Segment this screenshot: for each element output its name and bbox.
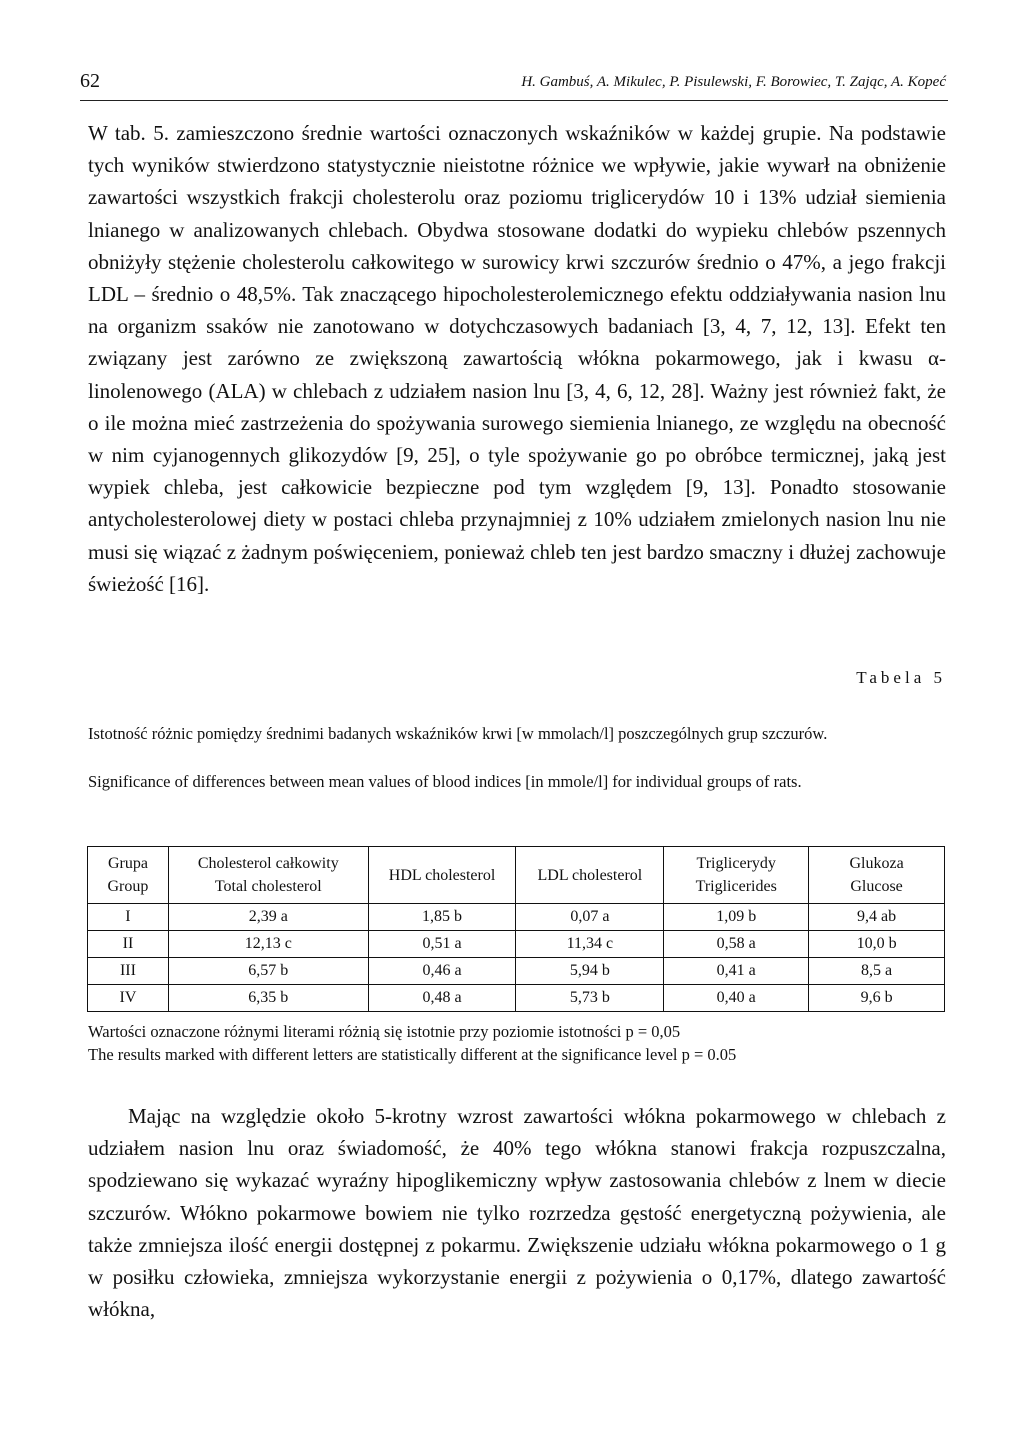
table-cell: 5,94 b <box>516 958 664 985</box>
table-cell: IV <box>88 985 169 1012</box>
body-paragraph-2: Mając na względzie około 5-krotny wzrost zawartości włókna pokarmowego w chlebach z udziałem nasion lnu oraz świadomość, że 40% tego włókna stanowi frakcja rozpuszczalna, spodziewano się wykazać wyraźny hipoglikemiczny wpływ zastosowania chlebów z lnem w diecie szczurów. Włókno pokarmowe bowiem nie tylko rozrzedza gęstość energetyczną pożywienia, ale także zmniejsza ilość energii dostępnej z pokarmu. Zwiększenie udziału włókna pokarmowego o 1 g w posiłku człowieka, zmniejsza wykorzystanie energii z pożywienia o 0,17%, dlatego zawartość włókna, <box>88 1104 946 1322</box>
table-cell: 0,48 a <box>368 985 516 1012</box>
table-caption-en: Significance of differences between mean values of blood indices [in mmole/l] for individual groups of rats. <box>88 772 802 791</box>
table-row <box>88 958 945 985</box>
table-cell: III <box>88 958 169 985</box>
table-header-cell <box>664 847 809 904</box>
table-cell: II <box>88 931 169 958</box>
table-cell: 9,6 b <box>809 985 945 1012</box>
page-header <box>80 70 948 101</box>
table-cell: 0,46 a <box>368 958 516 985</box>
running-head-authors: H. Gambuś, A. Mikulec, P. Pisulewski, F. Borowiec, T. Zając, A. Kopeć <box>521 74 946 90</box>
table-note-en: The results marked with different letters are statistically different at the significance level p = 0.05 <box>88 1045 737 1064</box>
table-header-text: Total cholesterol <box>214 878 322 895</box>
table-header-text: Glukoza <box>849 855 904 872</box>
table-header-text: Glucose <box>850 878 903 895</box>
table-header-text: Triglicerydy <box>696 855 776 872</box>
table-header-cell <box>168 847 368 904</box>
blood-indices-table <box>87 846 945 1012</box>
table-row <box>88 931 945 958</box>
table-header-cell <box>809 847 945 904</box>
table-note-pl: Wartości oznaczone różnymi literami różnią się istotnie przy poziomie istotności p = 0,05 <box>88 1022 681 1041</box>
table-body <box>88 904 945 1012</box>
table-cell: 6,57 b <box>168 958 368 985</box>
table-header-cell <box>88 847 169 904</box>
table-cell: 2,39 a <box>168 904 368 931</box>
table-cell: 1,09 b <box>664 904 809 931</box>
table-header-text: Cholesterol całkowity <box>197 855 339 872</box>
table-cell: 8,5 a <box>809 958 945 985</box>
page-number: 62 <box>80 70 100 92</box>
table-cell: 12,13 c <box>168 931 368 958</box>
table-header-text: LDL cholesterol <box>537 866 643 884</box>
body-paragraph-1: W tab. 5. zamieszczono średnie wartości oznaczonych wskaźników w każdej grupie. Na podstawie tych wyników stwierdzono statystycznie nieistotne różnice we wpływie, jakie wywarł na obniżenie zawartości wszystkich frakcji cholesterolu oraz poziomu triglicerydów 10 i 13% udział siemienia lnianego w analizowanych chlebach. Obydwa stosowane dodatki do wypieku chlebów pszennych obniżyły stężenie cholesterolu całkowitego w surowicy krwi szczurów średnio o 47%, a jego frakcji LDL – średnio o 48,5%. Tak znaczącego hipocholesterolemicznego efektu oddziaływania nasion lnu na organizm ssaków nie zanotowano w dotychczasowych badaniach [3, 4, 7, 12, 13]. Efekt ten związany jest zarówno ze zwiększoną zawartością włókna pokarmowego, jak i kwasu α-linolenowego (ALA) w chlebach z udziałem nasion lnu [3, 4, 6, 12, 28]. Ważny jest również fakt, że o ile można mieć zastrzeżenia do spożywania surowego siemienia lnianego, ze względu na obecność w nim cyjanogennych glikozydów [9, 25], o tyle spożywanie go po obróbce termicznej, jaką jest wypiek chleba, jest całkowicie bezpieczne pod tym względem [9, 13]. Ponadto stosowanie antycholesterolowej diety w postaci chleba przynajmniej z 10% udziałem zmielonych nasion lnu nie musi się wiązać z żadnym poświęceniem, ponieważ chleb ten jest bardzo smaczny i dłużej zachowuje świeżość [16]. <box>88 121 946 596</box>
table-row <box>88 904 945 931</box>
table-cell: 11,34 c <box>516 931 664 958</box>
table-cell: 6,35 b <box>168 985 368 1012</box>
table-caption-pl: Istotność różnic pomiędzy średnimi badanych wskaźników krwi [w mmolach/l] poszczególnych grup szczurów. <box>88 724 828 743</box>
table-cell: 5,73 b <box>516 985 664 1012</box>
table-cell: I <box>88 904 169 931</box>
table-header-cell <box>516 847 664 904</box>
table-header-cell <box>368 847 516 904</box>
table-cell: 9,4 ab <box>809 904 945 931</box>
table-cell: 0,41 a <box>664 958 809 985</box>
table-header <box>88 847 945 904</box>
table-cell: 10,0 b <box>809 931 945 958</box>
table-header-text: HDL cholesterol <box>388 866 496 884</box>
table-label: Tabela 5 <box>856 668 946 687</box>
table-header-row <box>88 847 945 904</box>
table-header-text: Group <box>107 878 149 895</box>
table-cell: 0,07 a <box>516 904 664 931</box>
table-cell: 0,51 a <box>368 931 516 958</box>
table-cell: 0,40 a <box>664 985 809 1012</box>
table-header-text: Grupa <box>107 855 148 872</box>
table-cell: 1,85 b <box>368 904 516 931</box>
table-header-text: Triglicerides <box>695 878 777 895</box>
table-cell: 0,58 a <box>664 931 809 958</box>
table-row <box>88 985 945 1012</box>
